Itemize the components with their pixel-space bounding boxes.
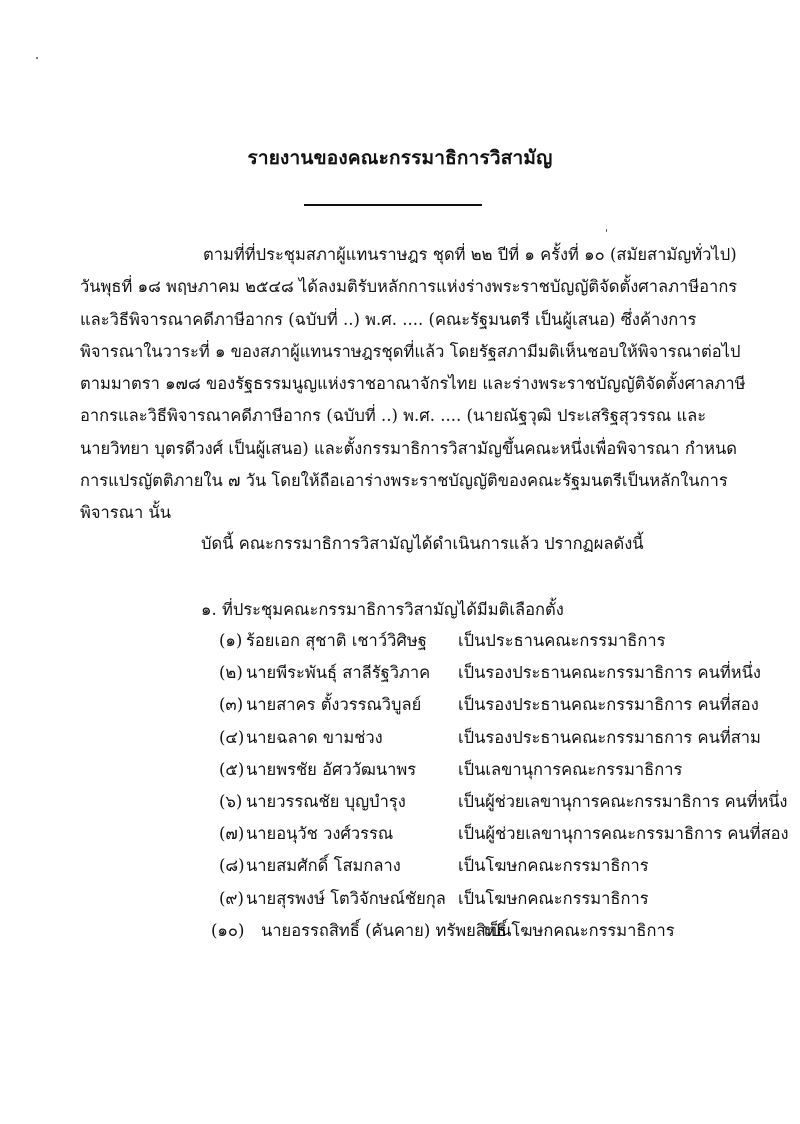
member-row bbox=[0, 918, 800, 950]
member-number: (๗) bbox=[219, 824, 245, 844]
intro-line: ตามที่ที่ประชุมสภาผู้แทนราษฎร ชุดที่ ๒๒ ปีที่ ๑ ครั้งที่ ๑๐ (สมัยสามัญทั่วไป) bbox=[203, 245, 737, 264]
member-name: นายสาคร ตั้งวรรณวิบูลย์ bbox=[246, 695, 422, 715]
member-number: (๓) bbox=[219, 695, 244, 715]
section-1-heading: ๑. ที่ประชุมคณะกรรมาธิการวิสามัญได้มีมติเลือกตั้ง bbox=[201, 600, 564, 619]
member-name: ร้อยเอก สุชาติ เชาว์วิศิษฐ bbox=[246, 631, 427, 650]
member-role: เป็นโฆษกคณะกรรมาธิการ bbox=[458, 888, 649, 908]
member-row bbox=[0, 821, 800, 853]
member-role: เป็นผู้ช่วยเลขานุการคณะกรรมาธิการ คนที่หนึ่ง bbox=[458, 791, 788, 811]
intro-line: การแปรญัตติภายใน ๗ วัน โดยให้ถือเอาร่างพระราชบัญญัติของคณะรัฐมนตรีเป็นหลักในการ bbox=[80, 471, 728, 491]
member-row bbox=[0, 853, 800, 885]
member-row bbox=[0, 628, 800, 660]
member-row bbox=[0, 757, 800, 789]
member-row bbox=[0, 789, 800, 821]
member-row bbox=[0, 692, 800, 724]
member-role: เป็นเลขานุการคณะกรรมาธิการ bbox=[458, 759, 683, 779]
intro-line: และวิธีพิจารณาคดีภาษีอากร (ฉบับที่ ..) พ.ศ. .... (คณะรัฐมนตรี เป็นผู้เสนอ) ซึ่งค้างการ bbox=[80, 309, 697, 329]
member-name: นายสมศักดิ์ โสมกลาง bbox=[246, 856, 401, 876]
member-role: เป็นรองประธานคณะกรรมาธิการ คนที่สอง bbox=[458, 695, 759, 715]
member-name: นายฉลาด ขามช่วง bbox=[246, 727, 383, 747]
scan-speck bbox=[606, 229, 607, 232]
member-number: (๑) bbox=[219, 631, 243, 650]
intro-line: นายวิทยา บุตรดีวงศ์ เป็นผู้เสนอ) และตั้งกรรมาธิการวิสามัญขึ้นคณะหนึ่งเพื่อพิจารณา กำหนด bbox=[80, 438, 737, 458]
member-name: นายพรชัย อัศววัฒนาพร bbox=[246, 759, 417, 779]
member-number: (๒) bbox=[219, 663, 243, 683]
member-role: เป็นรองประธานคณะกรรมาธิการ คนที่หนึ่ง bbox=[458, 663, 761, 683]
member-name: นายพีระพันธุ์ สาลีรัฐวิภาค bbox=[246, 663, 431, 683]
intro-line: วันพุธที่ ๑๘ พฤษภาคม ๒๕๔๘ ได้ลงมติรับหลักการแห่งร่างพระราชบัญญัติจัดตั้งศาลภาษีอากร bbox=[80, 277, 738, 297]
intro-paragraph bbox=[80, 239, 750, 530]
member-role: เป็นโฆษกคณะกรรมาธิการ bbox=[484, 920, 675, 940]
intro-line: พิจารณา นั้น bbox=[80, 503, 172, 523]
member-role: เป็นรองประธานคณะกรรมาธการ คนที่สาม bbox=[458, 727, 761, 747]
committee-member-list bbox=[0, 628, 800, 950]
member-role: เป็นประธานคณะกรรมาธิการ bbox=[458, 631, 666, 650]
member-row bbox=[0, 886, 800, 918]
member-number: (๕) bbox=[219, 759, 245, 779]
document-title: รายงานของคณะกรรมาธิการวิสามัญ bbox=[247, 147, 553, 169]
member-number: (๙) bbox=[219, 888, 244, 908]
member-name: นายอรรถสิทธิ์ (คันคาย) ทรัพยสิทธิ์ bbox=[261, 920, 507, 940]
member-name: นายอนุวัช วงศ์วรรณ bbox=[246, 824, 394, 844]
member-number: (๖) bbox=[219, 791, 243, 811]
title-underline bbox=[304, 204, 482, 206]
intro-line: อากรและวิธีพิจารณาคดีภาษีอากร (ฉบับที่ ..) พ.ศ. .... (นายณัฐวุฒิ ประเสริฐสุวรรณ และ bbox=[80, 406, 707, 426]
scan-speck bbox=[36, 57, 38, 59]
member-name: นายวรรณชัย บุญบำรุง bbox=[246, 791, 406, 811]
member-role: เป็นผู้ช่วยเลขานุการคณะกรรมาธิการ คนที่สอง bbox=[458, 824, 789, 844]
status-line: บัดนี้ คณะกรรมาธิการวิสามัญได้ดำเนินการแล้ว ปรากฏผลดังนี้ bbox=[201, 534, 644, 553]
member-number: (๘) bbox=[219, 856, 245, 876]
member-row bbox=[0, 725, 800, 757]
member-name: นายสุรพงษ์ โตวิจักษณ์ชัยกุล bbox=[246, 888, 446, 908]
member-row bbox=[0, 660, 800, 692]
member-number: (๑๐) bbox=[211, 920, 245, 940]
intro-line: พิจารณาในวาระที่ ๑ ของสภาผู้แทนราษฎรชุดที่แล้ว โดยรัฐสภามีมติเห็นชอบให้พิจารณาต่อไป bbox=[80, 341, 741, 361]
member-role: เป็นโฆษกคณะกรรมาธิการ bbox=[458, 856, 649, 876]
intro-line: ตามมาตรา ๑๗๘ ของรัฐธรรมนูญแห่งราชอาณาจักรไทย และร่างพระราชบัญญัติจัดตั้งศาลภาษี bbox=[80, 374, 746, 394]
member-number: (๔) bbox=[219, 727, 245, 747]
